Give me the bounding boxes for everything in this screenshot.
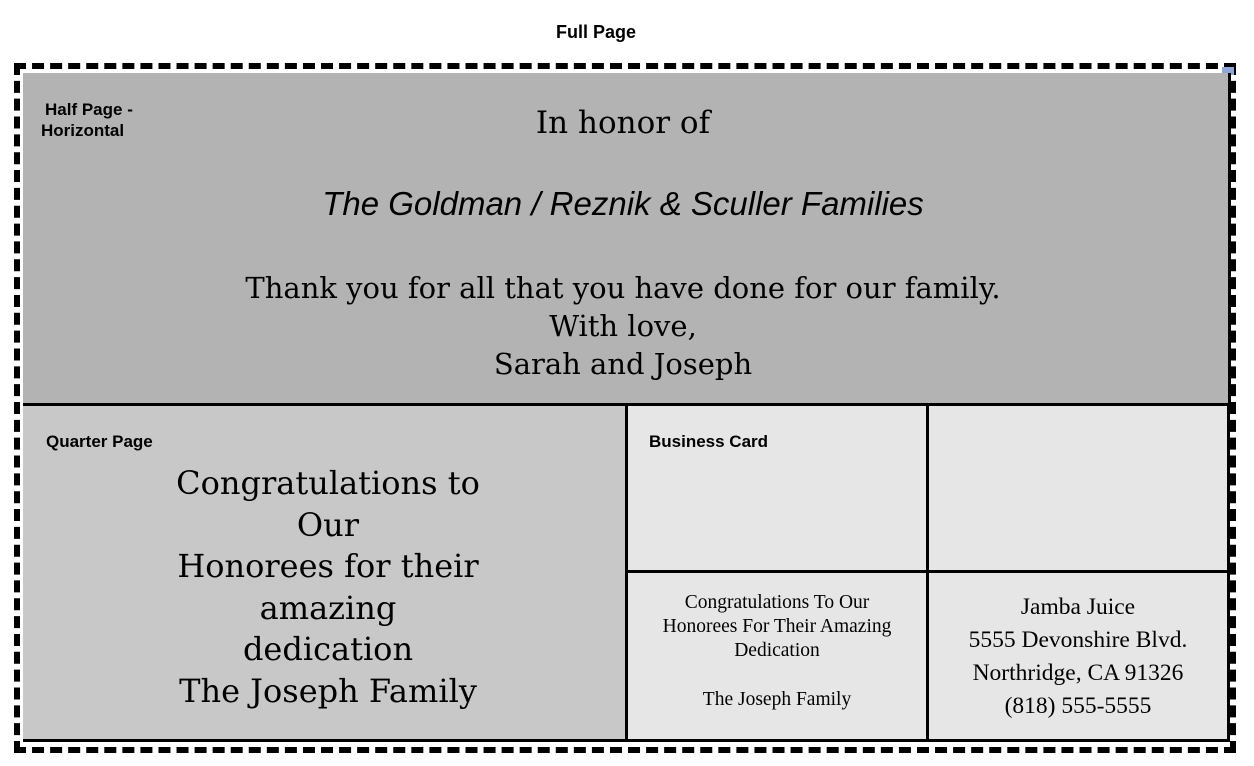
half-page-label-line1: Half Page -: [45, 100, 133, 119]
quarter-line: Honorees for their: [177, 547, 479, 586]
business-card-family: The Joseph Family: [702, 689, 852, 710]
quarter-page-ad: [23, 406, 628, 739]
quarter-line: The Joseph Family: [179, 671, 477, 710]
jamba-city: Northridge, CA 91326: [972, 660, 1184, 686]
full-page-frame: [14, 63, 1236, 753]
quarter-page-label: Quarter Page: [46, 432, 153, 451]
business-card-jamba-juice: [929, 573, 1230, 739]
quarter-line: Congratulations to: [176, 464, 480, 502]
thank-you-message: [23, 269, 1223, 383]
biz-congrats-line: Congratulations To Our: [684, 592, 870, 613]
half-page-label-line2: Horizontal: [41, 121, 125, 140]
page-title: Full Page: [555, 22, 636, 42]
signature-line: Sarah and Joseph: [493, 347, 753, 381]
love-line: With love,: [549, 309, 697, 343]
business-card-congrats: [628, 573, 929, 739]
jamba-street: 5555 Devonshire Blvd.: [968, 627, 1188, 653]
quarter-page-message: [23, 463, 633, 713]
half-page-horizontal-ad: [23, 73, 1231, 406]
jamba-name: Jamba Juice: [1020, 594, 1136, 620]
business-card-slot-1: [628, 406, 929, 573]
bottom-divider: [23, 739, 1230, 742]
thanks-line: Thank you for all that you have done for our family.: [245, 271, 1001, 305]
quarter-line: dedication: [242, 630, 414, 669]
business-card-slot-2: [929, 406, 1230, 573]
biz-congrats-line: Dedication: [734, 640, 820, 661]
biz-congrats-line: Honorees For Their Amazing: [662, 616, 892, 637]
jamba-phone: (818) 555-5555: [1004, 693, 1152, 719]
honor-heading: In honor of: [535, 105, 711, 141]
business-card-label: Business Card: [649, 432, 769, 451]
quarter-line: Our: [296, 505, 360, 544]
jamba-juice-address: [929, 591, 1227, 723]
business-card-congrats-message: [628, 591, 926, 663]
families-name: The Goldman / Reznik & Sculler Families: [322, 185, 924, 222]
quarter-line: amazing: [259, 588, 397, 627]
